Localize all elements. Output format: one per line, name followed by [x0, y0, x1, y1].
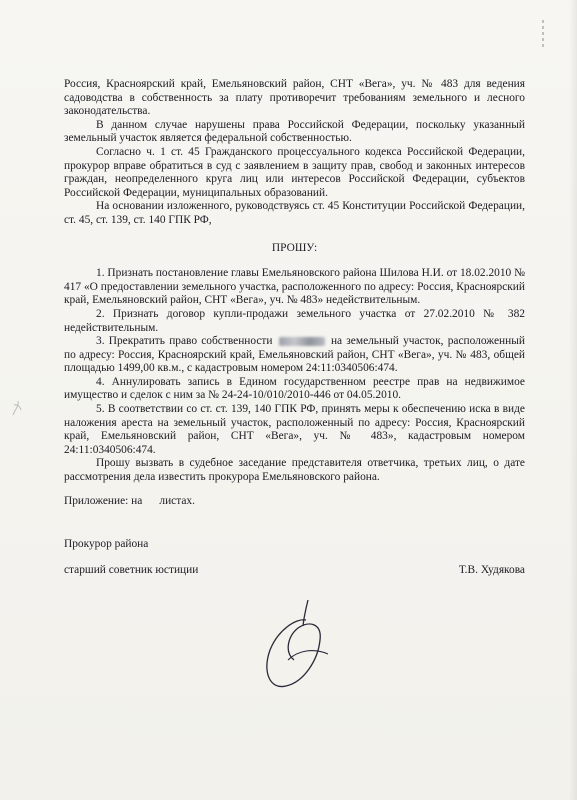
closing-paragraph: Прошу вызвать в судебное заседание представителя ответчика, третьих лиц, о дате рассмотрения дела известить прокурора Емельяновского района. — [64, 457, 525, 484]
attachment-line: Приложение: на листах. — [64, 494, 195, 507]
item-3-text-start: 3. Прекратить право собственности — [96, 335, 273, 348]
paragraph-1: Россия, Красноярский край, Емельяновский район, СНТ «Вега», уч. № 483 для ведения садоводства в собственность за плату противоречит требованиям земельного и лесного законодательства. — [64, 78, 525, 118]
paragraph-4: На основании изложенного, руководствуясь ст. 45 Конституции Российской Федерации, ст. 45, ст. 139, ст. 140 ГПК РФ, — [64, 200, 525, 226]
top-edge-mark — [540, 18, 546, 52]
scan-edge-shadow — [569, 0, 577, 800]
request-item-1: 1. Признать постановление главы Емельяновского района Шилова Н.И. от 18.02.2010 № 417 «О предоставлении земельного участка, расположенного по адресу: Россия, Красноярский край, Емельяновский район, СНТ «Вега», уч. № 483» недействительным. — [64, 267, 525, 307]
request-heading: ПРОШУ: — [271, 241, 318, 254]
request-item-4: 4. Аннулировать запись в Едином государственном реестре прав на недвижимое имущество и сделок с ним за № 24-24-10/010/2010-446 от 04.05.2010. — [64, 375, 525, 402]
item-3-text-end: на земельный участок, расположенный по адресу: Россия, Красноярский край, Емельяновский район, СНТ «Вега», уч. № 483, общей площадью 1499,00 кв.м., с кадастровым номером 24:11:0340506:474. — [64, 335, 525, 375]
document-body — [64, 78, 525, 578]
signature-role: Прокурор района — [64, 538, 149, 551]
signature-rank-line — [64, 564, 525, 578]
signature-rank: старший советник юстиции — [64, 564, 199, 577]
signature-block — [64, 538, 525, 578]
redacted-name — [279, 337, 325, 346]
request-item-2: 2. Признать договор купли-продажи земельного участка от 27.02.2010 № 382 недействительным. — [64, 307, 525, 334]
request-item-5: 5. В соответствии со ст. ст. 139, 140 ГПК РФ, принять меры к обеспечению иска в виде наложения ареста на земельный участок, расположенный по адресу: Россия, Красноярский край, Емельяновский район, СНТ «Вега», уч. № 483», кадастровым номером 24:11:0340506:474. — [64, 403, 525, 456]
handwritten-signature — [248, 590, 348, 710]
paragraph-2: В данном случае нарушены права Российской Федерации, поскольку указанный земельный участок является федеральной собственностью. — [64, 118, 525, 145]
signature-name: Т.В. Худякова — [458, 564, 525, 577]
margin-pencil-mark — [10, 395, 24, 419]
request-item-3 — [64, 335, 525, 376]
paragraph-3: Согласно ч. 1 ст. 45 Гражданского процессуального кодекса Российской Федерации, прокурор вправе обратиться в суд с заявлением в защиту прав, свобод и законных интересов граждан, неопределенного круга лиц или интересов Российской Федерации, субъектов Российской Федерации, муниципальных образований. — [64, 145, 525, 199]
